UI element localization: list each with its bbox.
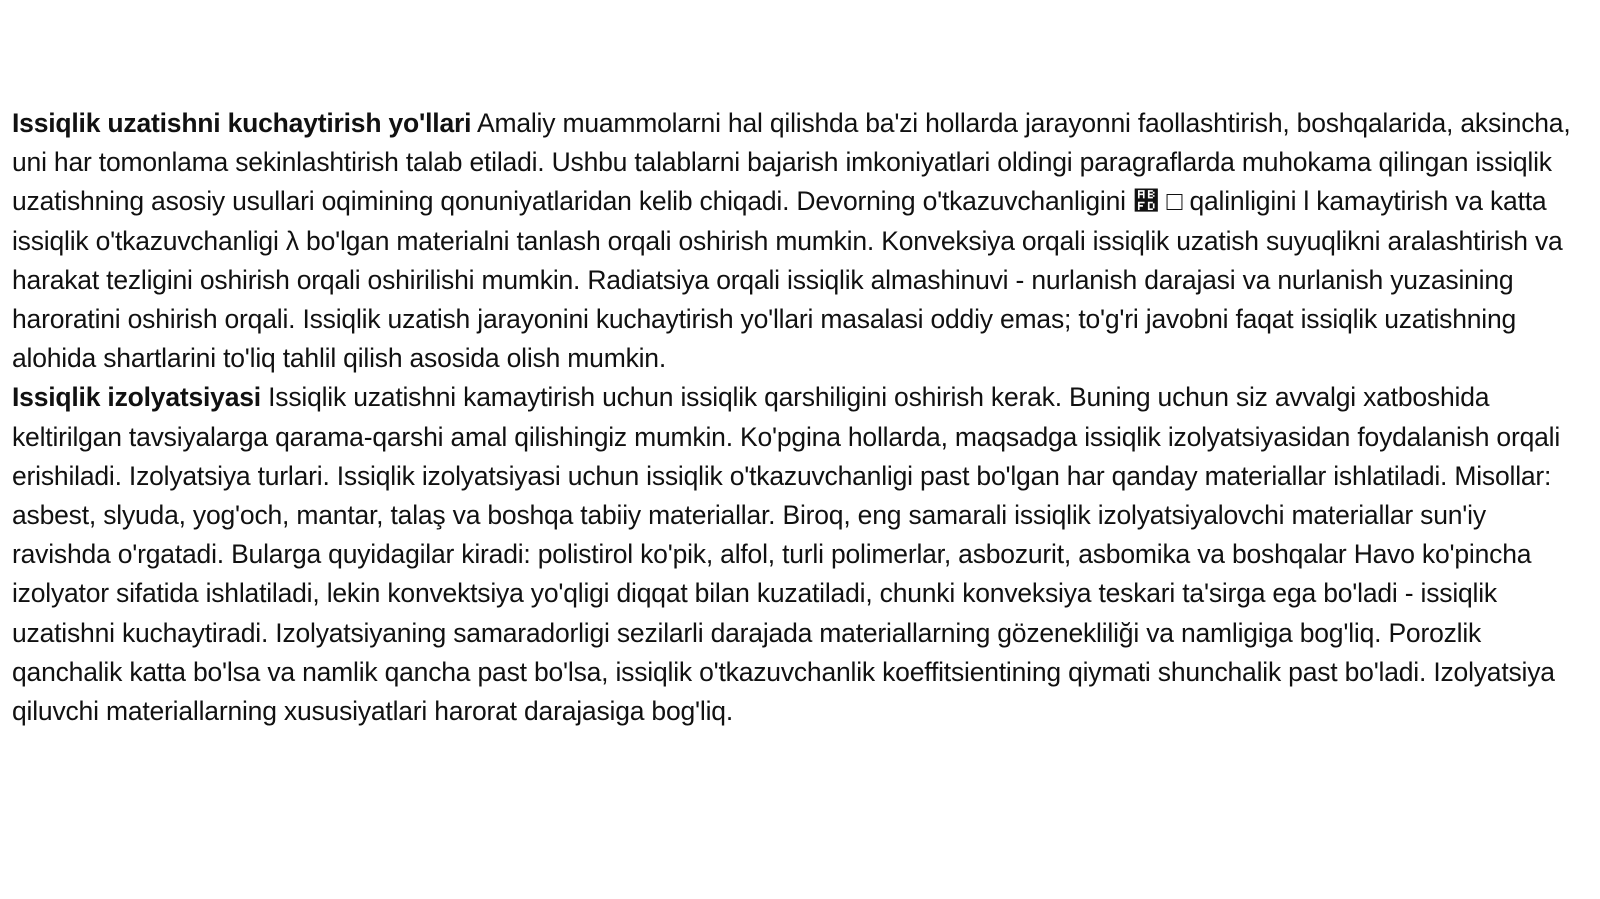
paragraph-heading: Issiqlik izolyatsiyasi [12,382,261,413]
text-body [12,104,1582,731]
paragraph-heading: Issiqlik uzatishni kuchaytirish yo'llari [12,108,472,138]
paragraph-thermal-insulation [12,378,1582,731]
paragraph-body: Amaliy muammolarni hal qilishda ba'zi hollarda jarayonni faollashtirish, boshqalarida, aksincha, uni har tomonlama sekinlashtirish talab etiladi. Ushbu talablarni bajarish imkoniyatlari oldingi paragraflarda muhokama qilingan issiqlik uzatishning asosiy usullari oqimining qonuniyatlaridan kelib chiqadi. Devorning o'tkazuvchanligini ꯽ □ qalinligini l kamaytirish va katta issiqlik o'tkazuvchanligi λ bo'lgan materialni tanlash orqali oshirish mumkin. Konveksiya orqali issiqlik uzatish suyuqlikni aralashtirish va harakat tezligini oshirish orqali oshirilishi mumkin. Radiatsiya orqali issiqlik almashinuvi - nurlanish darajasi va nurlanish yuzasining haroratini oshirish orqali. Issiqlik uzatish jarayonini kuchaytirish yo'llari masalasi oddiy emas; to'g'ri javobni faqat issiqlik uzatishning alohida shartlarini to'liq tahlil qilish asosida olish mumkin. [12,108,1571,374]
paragraph-body: Issiqlik uzatishni kamaytirish uchun issiqlik qarshiligini oshirish kerak. Buning uchun siz avvalgi xatboshida keltirilgan tavsiyalarga qarama-qarshi amal qilishingiz mumkin. Ko'pgina hollarda, maqsadga issiqlik izolyatsiyasidan foydalanish orqali erishiladi. Izolyatsiya turlari. Issiqlik izolyatsiyasi uchun issiqlik o'tkazuvchanligi past bo'lgan har qanday materiallar ishlatiladi. Misollar: asbest, slyuda, yog'och, mantar, talaş va boshqa tabiiy materiallar. Biroq, eng samarali issiqlik izolyatsiyalovchi materiallar sun'iy ravishda o'rgatadi. Bularga quyidagilar kiradi: polistirol ko'pik, alfol, turli polimerlar, asbozurit, asbomika va boshqalar Havo ko'pincha izolyator sifatida ishlatiladi, lekin konvektsiya yo'qligi diqqat bilan kuzatiladi, chunki konveksiya teskari ta'sirga ega bo'ladi - issiqlik uzatishni kuchaytiradi. Izolyatsiyaning samaradorligi sezilarli darajada materiallarning gözenekliliği va namligiga bog'liq. Porozlik qanchalik katta bo'lsa va namlik qancha past bo'lsa, issiqlik o'tkazuvchanlik koeffitsientining qiymati shunchalik past bo'ladi. Izolyatsiya qiluvchi materiallarning xususiyatlari harorat darajasiga bog'liq. [12,382,1561,727]
paragraph-heat-transfer-intensification [12,104,1582,378]
